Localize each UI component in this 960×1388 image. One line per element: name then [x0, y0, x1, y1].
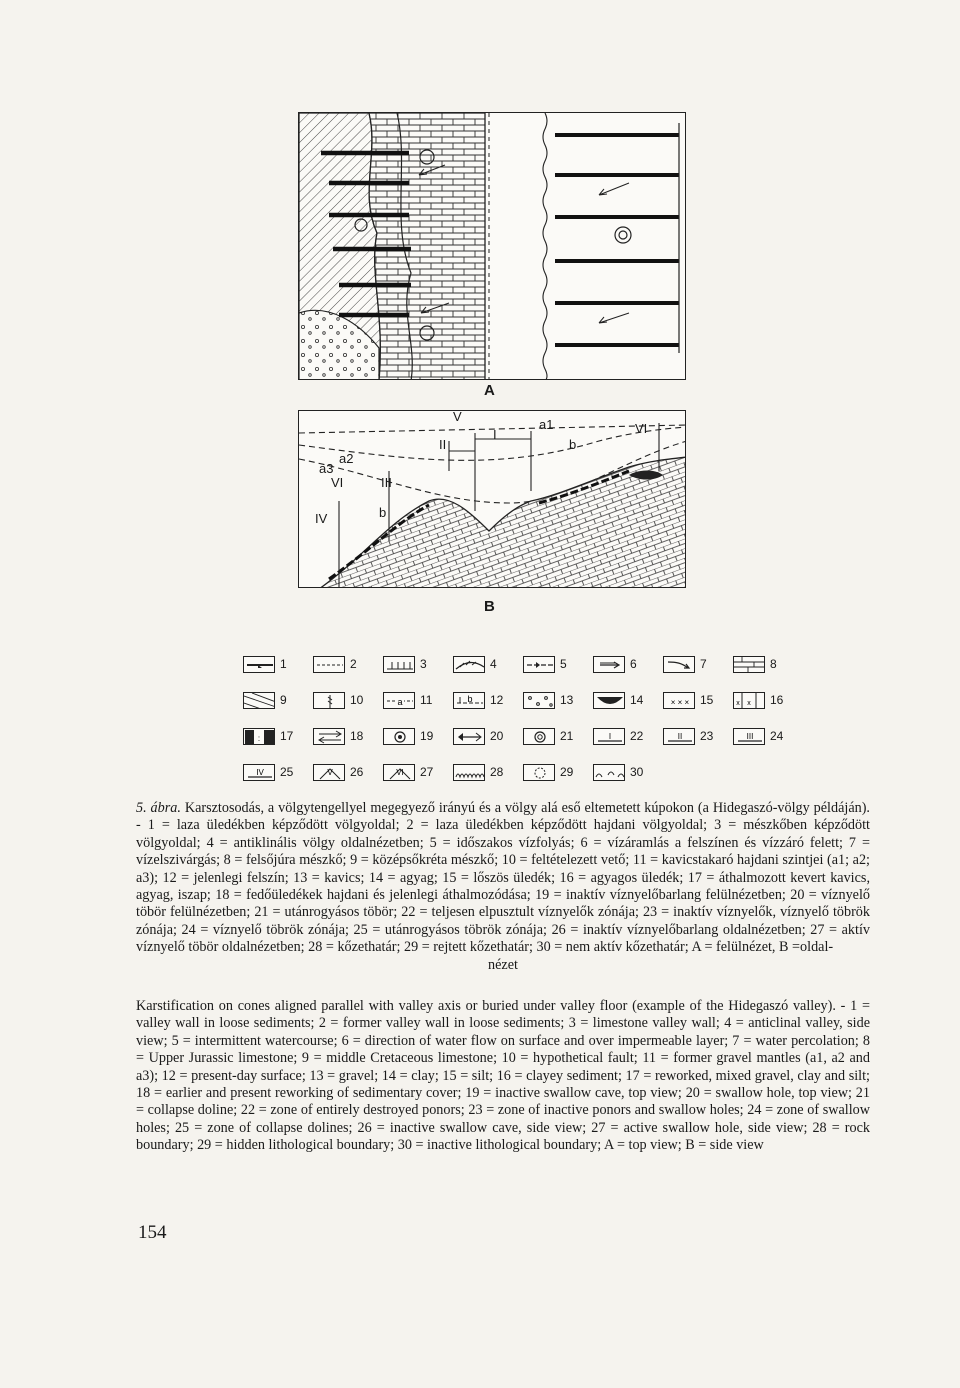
- mark-a1: a1: [539, 417, 554, 432]
- legend-item-2: [313, 656, 383, 673]
- legend-number: 5: [560, 657, 567, 671]
- panel-a-drawing: [299, 113, 686, 380]
- caption-hu-tail: nézet: [488, 956, 518, 973]
- mark-b-right: b: [569, 437, 577, 452]
- legend-number: 29: [560, 765, 574, 779]
- svg-text::: :: [257, 733, 261, 743]
- panel-a-top-view: [298, 112, 686, 380]
- legend-number: 17: [280, 729, 294, 743]
- silt-icon: [663, 692, 695, 709]
- legend-row: [243, 718, 803, 754]
- active-swallow-side-icon: [383, 764, 415, 781]
- legend-number: 25: [280, 765, 294, 779]
- legend-row: [243, 754, 803, 790]
- swallow-hole-top-icon: [453, 728, 485, 745]
- legend-item-29: [523, 764, 593, 781]
- legend-number: 2: [350, 657, 357, 671]
- mark-iii: III: [381, 475, 392, 490]
- page-number: 154: [138, 1222, 167, 1243]
- clay-icon: [593, 692, 625, 709]
- valley-wall-loose-icon: [243, 656, 275, 673]
- caption-hungarian: [136, 800, 870, 974]
- hypothetical-fault-icon: [313, 692, 345, 709]
- mark-vi-right: VI: [635, 421, 648, 436]
- legend-number: 6: [630, 657, 637, 671]
- inactive-swallow-cave-icon: [383, 728, 415, 745]
- svg-text:x: x: [747, 699, 751, 707]
- legend-number: 9: [280, 693, 287, 707]
- legend-number: 30: [630, 765, 644, 779]
- reworked-mixed-icon: [243, 728, 275, 745]
- legend-row: [243, 646, 803, 682]
- former-valley-wall-icon: [313, 656, 345, 673]
- legend-item-19: [383, 728, 453, 745]
- legend-item-18: [313, 728, 383, 745]
- inactive-boundary-icon: [593, 764, 625, 781]
- legend-number: 22: [630, 729, 644, 743]
- gravel-icon: [523, 692, 555, 709]
- panel-b-side-view: [298, 410, 686, 588]
- legend-number: 16: [770, 693, 784, 707]
- svg-text:x: x: [736, 699, 740, 707]
- legend-number: 26: [350, 765, 364, 779]
- legend-item-7: [663, 656, 733, 673]
- legend-number: 19: [420, 729, 434, 743]
- legend-item-12: [453, 692, 523, 709]
- legend-number: 21: [560, 729, 574, 743]
- legend-number: 13: [560, 693, 574, 707]
- legend-item-24: [733, 728, 803, 745]
- legend-item-26: [313, 764, 383, 781]
- legend: [243, 646, 803, 790]
- mark-ii: II: [439, 437, 447, 452]
- svg-text:a: a: [397, 696, 403, 707]
- legend-item-3: [383, 656, 453, 673]
- water-percolation-icon: [663, 656, 695, 673]
- destroyed-ponor-zone-icon: [593, 728, 625, 745]
- panel-a-label: A: [484, 382, 495, 399]
- hidden-boundary-icon: [523, 764, 555, 781]
- legend-item-15: [663, 692, 733, 709]
- caption-lead: 5. ábra.: [136, 800, 181, 816]
- legend-item-4: [453, 656, 523, 673]
- legend-item-1: [243, 656, 313, 673]
- mark-v: V: [453, 410, 462, 424]
- svg-text:IV: IV: [256, 767, 264, 777]
- caption-hu-body: Karsztosodás, a völgytengellyel megegyező irányú és a völgy alá eső eltemetett kúpokon (a Hidegaszó-völgy példáján). - 1 = laza üledékben képződött völgyoldal; 2 = laza üledékben képződött hajdani völgyoldal; 3 = mészkőben képződött völgyoldal; 4 = antiklinális völgy oldalnézetben; 5 = időszakos vízfolyás; 6 = vízáramlás a felszínen és vízzáró felett; 7 = vízelszivárgás; 8 = felsőjúra mészkő; 9 = középsőkréta mészkő; 10 = feltételezett vető; 11 = kavicstakaró hajdani szintjei (a1; a2; a3); 12 = jelenlegi felszín; 13 = kavics; 14 = agyag; 15 = lőszös üledék; 16 = agyagos üledék; 17 = áthalmozott kevert kavics, agyag, iszap; 18 = fedőüledékek hajdani és jelenlegi áthalmozódása; 19 = inaktív víznyelőbarlang felülnézetben; 20 = víznyelő töbör felülnézetben; 21 = utánrogyásos töbör; 22 = teljesen elpusztult víznyelők zónája; 23 = inaktív víznyelők, víznyelő töbrök zónája; 24 = víznyelő töbrök zónája; 25 = utánrogyásos töbrök zónája; 26 = inaktív víznyelőbarlang oldalnézetben; 27 = aktív víznyelő töbör oldalnézetben; 28 = kőzethatár; 29 = rejtett kőzethatár; 30 = nem aktív kőzethatár; A = felülnézet, B =oldal-: [136, 800, 870, 956]
- caption-english: Karstification on cones aligned parallel with valley axis or buried under valley floor (example of the Hidegaszó valley). - 1 = valley wall in loose sediments; 2 = former valley wall in loose sediments; 3 = limestone valley wall; 4 = anticlinal valley, side view; 5 = intermittent watercourse; 6 = direction of water flow on surface and over impermeable layer; 7 = water percolation; 8 = Upper Jurassic limestone; 9 = middle Cretaceous limestone; 10 = hypothetical fault; 11 = former gravel mantles (a1, a2 and a3); 12 = present-day surface; 13 = gravel; 14 = clay; 15 = silt; 16 = clayey sediment; 17 = reworked, mixed gravel, clay and silt; 18 = earlier and present reworking of sedimentary cover; 19 = inactive swallow cave, top view; 20 = swallow hole, top view; 21 = collapse doline; 22 = zone of entirely destroyed ponors; 23 = zone of inactive ponors and swallow holes; 24 = zone of swallow holes; 25 = zone of collapse dolines; 26 = inactive swallow cave, side view; 27 = active swallow hole, side view; 28 = rock boundary; 29 = hidden lithological boundary; 30 = inactive lithological boundary; A = top view; B = side view: [136, 998, 870, 1154]
- water-flow-arrow-icon: [593, 656, 625, 673]
- legend-item-23: [663, 728, 733, 745]
- svg-text:b: b: [467, 693, 473, 704]
- legend-item-17: [243, 728, 313, 745]
- legend-number: 3: [420, 657, 427, 671]
- limestone-wall-icon: [383, 656, 415, 673]
- intermittent-watercourse-icon: [523, 656, 555, 673]
- legend-number: 1: [280, 657, 287, 671]
- legend-number: 23: [700, 729, 714, 743]
- legend-item-13: [523, 692, 593, 709]
- clayey-sediment-icon: [733, 692, 765, 709]
- inactive-cave-side-icon: [313, 764, 345, 781]
- cretaceous-limestone-icon: [243, 692, 275, 709]
- svg-text:II: II: [677, 731, 683, 741]
- svg-text:V: V: [327, 767, 333, 777]
- legend-item-28: [453, 764, 523, 781]
- legend-number: 28: [490, 765, 504, 779]
- svg-text:I: I: [608, 731, 612, 741]
- legend-number: 4: [490, 657, 497, 671]
- anticlinal-valley-icon: [453, 656, 485, 673]
- legend-item-10: [313, 692, 383, 709]
- legend-item-16: [733, 692, 803, 709]
- mark-i: I: [493, 427, 497, 442]
- mark-a3: a3: [319, 461, 334, 476]
- svg-text:III: III: [746, 731, 754, 741]
- collapse-doline-zone-icon: [243, 764, 275, 781]
- panel-b-label: B: [484, 598, 495, 615]
- legend-item-14: [593, 692, 663, 709]
- legend-row: [243, 682, 803, 718]
- legend-number: 7: [700, 657, 707, 671]
- svg-text:VI: VI: [396, 767, 404, 777]
- swallow-hole-zone-icon: [733, 728, 765, 745]
- legend-number: 8: [770, 657, 777, 671]
- legend-number: 18: [350, 729, 364, 743]
- legend-item-27: [383, 764, 453, 781]
- former-gravel-mantle-icon: [383, 692, 415, 709]
- legend-item-21: [523, 728, 593, 745]
- legend-number: 11: [420, 693, 433, 707]
- mark-vi-left: VI: [331, 475, 344, 490]
- legend-item-11: [383, 692, 453, 709]
- legend-item-9: [243, 692, 313, 709]
- mark-iv: IV: [315, 511, 328, 526]
- jurassic-limestone-icon: [733, 656, 765, 673]
- legend-number: 20: [490, 729, 504, 743]
- legend-number: 12: [490, 693, 504, 707]
- present-surface-icon: [453, 692, 485, 709]
- legend-number: 14: [630, 693, 644, 707]
- mark-b-left: b: [379, 505, 387, 520]
- legend-item-25: [243, 764, 313, 781]
- legend-number: 10: [350, 693, 364, 707]
- svg-text:× × ×: × × ×: [670, 697, 690, 707]
- rock-boundary-icon: [453, 764, 485, 781]
- collapse-doline-icon: [523, 728, 555, 745]
- legend-item-5: [523, 656, 593, 673]
- legend-item-20: [453, 728, 523, 745]
- legend-number: 24: [770, 729, 784, 743]
- legend-item-22: [593, 728, 663, 745]
- legend-number: 27: [420, 765, 434, 779]
- legend-item-6: [593, 656, 663, 673]
- inactive-ponor-zone-icon: [663, 728, 695, 745]
- mark-a2: a2: [339, 451, 354, 466]
- legend-item-8: [733, 656, 803, 673]
- legend-item-30: [593, 764, 663, 781]
- reworking-cover-icon: [313, 728, 345, 745]
- legend-number: 15: [700, 693, 714, 707]
